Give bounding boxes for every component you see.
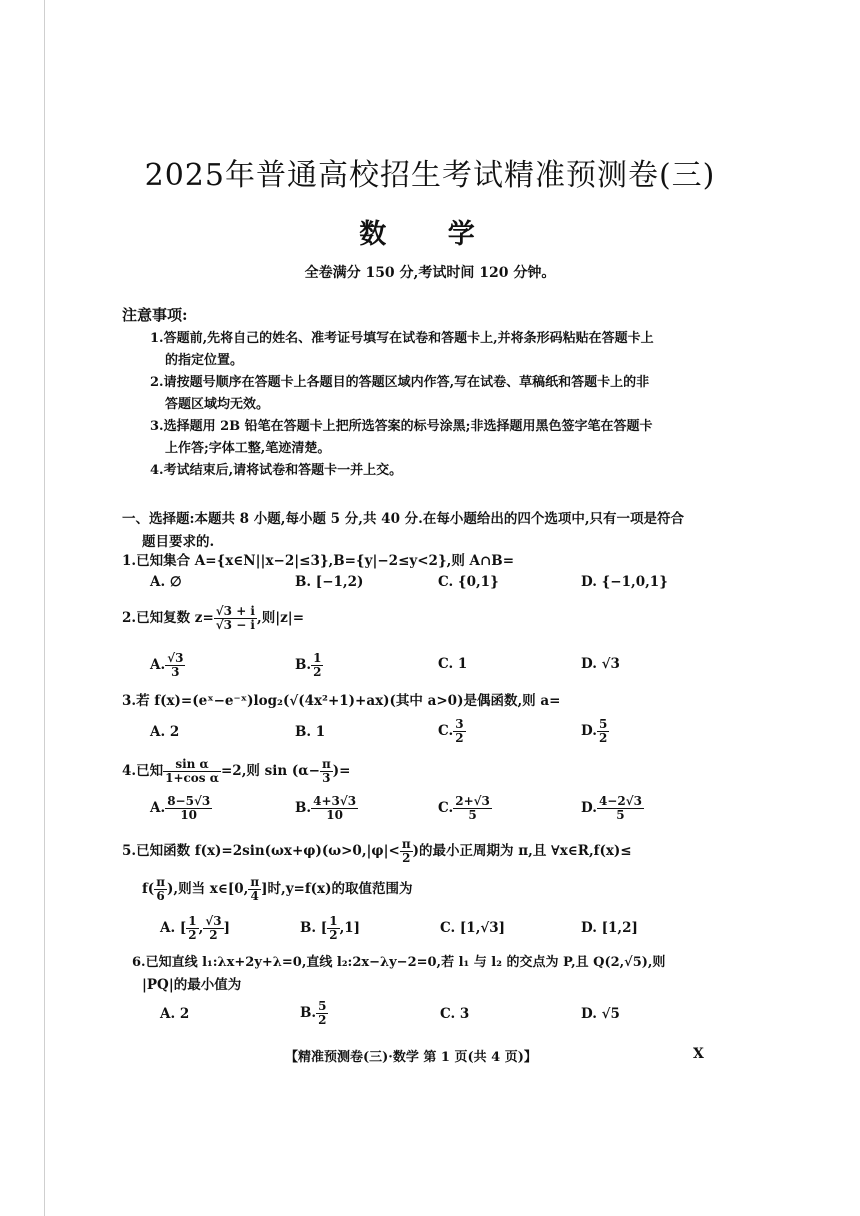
denominator: 2	[402, 851, 411, 865]
question-6-stem-line2: |PQ|的最小值为	[142, 977, 242, 993]
question-2-stem	[122, 605, 722, 632]
q6-option-d: D. √5	[581, 1006, 620, 1022]
q4-stem-text: (α−	[291, 763, 320, 779]
question-6-stem: 6.已知直线 l₁:λx+2y+λ=0,直线 l₂:2x−λy−2=0,若 l₁ 与 l₂ 的交点为 P,且 Q(2,√5),则	[132, 955, 666, 970]
notice-line: 3.选择题用 2B 铅笔在答题卡上把所选答案的标号涂黑;非选择题用黑色签字笔在答题卡	[150, 419, 653, 434]
numerator: sin α	[163, 758, 221, 772]
q5-stem-text: ]时,y=f(x)的取值范围为	[261, 881, 413, 897]
section-heading	[122, 508, 717, 554]
q4-stem-text: 4.已知	[122, 763, 164, 779]
denominator: 4	[250, 889, 259, 903]
numerator: 3	[455, 717, 464, 731]
separator: ,	[198, 920, 204, 936]
notice-line: 1.答题前,先将自己的姓名、准考证号填写在试卷和答题卡上,并将条形码粘贴在答题卡上	[150, 331, 654, 346]
numerator: 1	[313, 651, 322, 665]
fraction	[203, 915, 223, 942]
q2-option-c: C. 1	[438, 656, 468, 672]
numerator: 5	[598, 717, 608, 731]
denominator: 2	[598, 731, 608, 745]
option-label: B. [	[300, 920, 328, 936]
denominator: 1+cos α	[165, 771, 219, 785]
option-label: B.	[300, 1005, 317, 1021]
notice-line: 答题区域均无效。	[165, 397, 270, 412]
q4-stem-text: )=	[332, 763, 351, 779]
subject-title: 数 学	[359, 219, 501, 250]
denominator: 2	[188, 928, 197, 942]
numerator: 4−2√3	[598, 794, 642, 808]
q1-option-b: B. [−1,2)	[295, 574, 364, 590]
q5-option-a	[160, 915, 230, 942]
fraction	[320, 758, 333, 785]
q6-option-b	[300, 1000, 328, 1027]
numerator: 8−5√3	[167, 794, 211, 808]
q4-stem-text: =2,则 sin	[220, 763, 288, 779]
q5-stem-text: )的最小正周期为 π,且 ∀x∈R,f(x)≤	[412, 843, 632, 859]
exam-info: 全卷满分 150 分,考试时间 120 分钟。	[304, 265, 556, 281]
fraction	[311, 795, 358, 822]
q1-option-c: C. {0,1}	[438, 574, 499, 590]
fraction	[154, 876, 167, 903]
fraction	[597, 795, 644, 822]
q3-option-d	[581, 718, 609, 745]
q2-option-b	[295, 652, 323, 679]
question-5-stem-line2	[142, 876, 742, 903]
bracket: ,1]	[339, 920, 361, 936]
numerator: 4+3√3	[313, 794, 357, 808]
fraction	[400, 838, 413, 865]
denominator: 2	[455, 731, 464, 745]
denominator: 5	[468, 808, 477, 822]
q4-option-d	[581, 795, 644, 822]
numerator: 1	[188, 914, 197, 928]
question-4-stem	[122, 758, 722, 785]
q5-stem-text: ),则当 x∈[0,	[167, 881, 249, 897]
q5-stem-text: f(	[142, 881, 155, 897]
fraction	[597, 718, 609, 745]
option-label: B.	[295, 800, 312, 816]
option-label: B.	[295, 657, 312, 673]
q6-option-c: C. 3	[440, 1006, 470, 1022]
denominator: 5	[616, 808, 625, 822]
q5-option-c: C. [1,√3]	[440, 920, 506, 936]
question-1-stem: 1.已知集合 A={x∈N||x−2|≤3},B={y|−2≤y<2},则 A∩B=	[122, 553, 515, 569]
notice-line: 的指定位置。	[165, 353, 244, 368]
option-label: C.	[438, 723, 454, 739]
q2-stem-text: ,则|z|=	[257, 610, 304, 626]
numerator: π	[401, 837, 411, 851]
numerator: √3	[167, 651, 184, 665]
numerator: 5	[318, 999, 327, 1013]
fraction	[453, 795, 492, 822]
q3-option-b: B. 1	[295, 724, 326, 740]
denominator: 2	[313, 665, 322, 679]
q5-option-b	[300, 915, 360, 942]
option-label: A.	[150, 800, 166, 816]
numerator: π	[156, 875, 165, 889]
section-heading-line: 题目要求的.	[142, 534, 215, 550]
denominator: 2	[318, 1013, 327, 1027]
numerator: 1	[329, 914, 338, 928]
option-label: C.	[438, 800, 454, 816]
numerator: π	[250, 875, 260, 889]
fraction	[327, 915, 339, 942]
fraction	[311, 652, 323, 679]
q6-option-a: A. 2	[160, 1006, 190, 1022]
denominator: 3	[171, 665, 180, 679]
denominator: √3 − i	[215, 618, 255, 632]
denominator: 2	[329, 928, 338, 942]
denominator: 2	[209, 928, 218, 942]
q1-option-a: A. ∅	[150, 574, 182, 590]
q5-option-d: D. [1,2]	[581, 920, 638, 936]
notice-line: 上作答;字体工整,笔迹清楚。	[165, 441, 331, 456]
paper-code: X	[693, 1046, 704, 1062]
section-heading-line: 一、选择题:本题共 8 小题,每小题 5 分,共 40 分.在每小题给出的四个选项中,只有一项是符合	[122, 511, 685, 527]
option-label: D.	[581, 800, 597, 816]
option-label: A. [	[160, 920, 187, 936]
exam-title: 2025年普通高校招生考试精准预测卷(三)	[144, 158, 716, 193]
denominator: 3	[322, 771, 331, 785]
q2-stem-text: 2.已知复数 z=	[122, 610, 214, 626]
numerator: √3	[205, 914, 222, 928]
denominator: 6	[156, 889, 165, 903]
notice-line: 4.考试结束后,请将试卷和答题卡一并上交。	[150, 463, 403, 478]
fraction	[186, 915, 198, 942]
question-3-stem: 3.若 f(x)=(eˣ−e⁻ˣ)log₂(√(4x²+1)+ax)(其中 a>0)是偶函数,则 a=	[122, 693, 561, 709]
q1-option-d: D. {−1,0,1}	[581, 574, 668, 590]
option-label: D.	[581, 723, 597, 739]
page-footer: 【精准预测卷(三)·数学 第 1 页(共 4 页)】	[285, 1050, 537, 1065]
q3-option-c	[438, 718, 466, 745]
fraction	[248, 876, 261, 903]
notice-heading: 注意事项:	[122, 306, 188, 324]
q3-option-a: A. 2	[150, 724, 180, 740]
q2-option-a	[150, 652, 185, 679]
question-5-stem	[122, 838, 732, 865]
numerator: √3 + i	[215, 604, 255, 618]
notice-line: 2.请按题号顺序在答题卡上各题目的答题区域内作答,写在试卷、草稿纸和答题卡上的非	[150, 375, 650, 390]
denominator: 10	[326, 808, 343, 822]
q4-option-c	[438, 795, 492, 822]
denominator: 10	[180, 808, 198, 822]
q4-option-a	[150, 795, 212, 822]
fraction	[163, 758, 221, 785]
fraction	[165, 795, 212, 822]
numerator: 2+√3	[455, 794, 490, 808]
q2-option-d: D. √3	[581, 656, 620, 672]
fraction	[316, 1000, 328, 1027]
fraction	[165, 652, 185, 679]
q4-option-b	[295, 795, 358, 822]
q2-fraction	[214, 605, 257, 632]
fraction	[453, 718, 465, 745]
option-label: A.	[150, 657, 166, 673]
numerator: π	[321, 757, 331, 771]
q5-stem-text: 5.已知函数 f(x)=2sin(ωx+φ)(ω>0,|φ|<	[122, 843, 400, 859]
bracket: ]	[223, 920, 230, 936]
